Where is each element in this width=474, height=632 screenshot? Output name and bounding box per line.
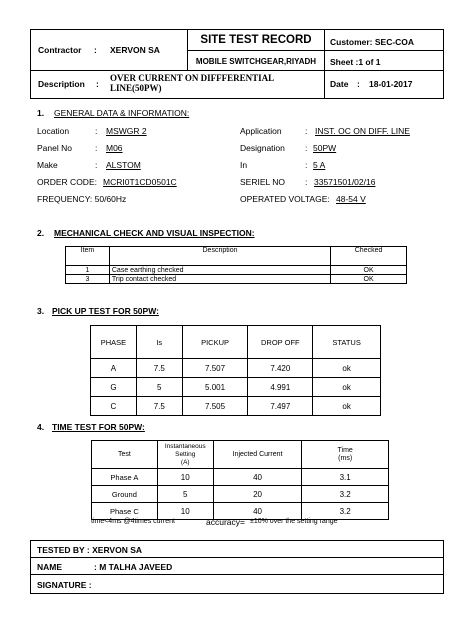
table-cell: Case earthing checked xyxy=(109,266,330,275)
designation-colon: : xyxy=(305,143,308,153)
table-cell: ok xyxy=(313,397,381,416)
description-label: Description xyxy=(38,79,85,89)
column-header: Description xyxy=(109,247,330,266)
table-row xyxy=(66,275,407,284)
table-row xyxy=(66,266,407,275)
accuracy-label: accuracy= xyxy=(206,517,245,527)
location-label: Location xyxy=(37,126,70,136)
voltage-value: 48-54 V xyxy=(336,194,366,204)
serial-value: 33571501/02/16 xyxy=(314,177,376,187)
table-row xyxy=(91,359,381,378)
signature-label: SIGNATURE : xyxy=(37,580,92,590)
table-header-row xyxy=(92,441,389,469)
table-cell: 1 xyxy=(66,266,110,275)
table-cell: 3.2 xyxy=(302,503,389,520)
table-cell: 7.5 xyxy=(136,359,182,378)
table-cell: Trip contact checked xyxy=(109,275,330,284)
table-row xyxy=(92,486,389,503)
table-cell: 3 xyxy=(66,275,110,284)
serial-label: SERIEL NO xyxy=(240,177,286,187)
table-cell: 10 xyxy=(157,469,213,486)
table-cell: 7.505 xyxy=(182,397,248,416)
table-cell: 40 xyxy=(213,469,302,486)
table-cell: 7.497 xyxy=(248,397,313,416)
table-row xyxy=(91,397,381,416)
accuracy-note: ±10% over the setting range xyxy=(250,518,338,525)
table-cell: 5.001 xyxy=(182,378,248,397)
panel-colon: : xyxy=(95,143,98,153)
make-value: ALSTOM xyxy=(106,160,141,170)
location-subtitle: MOBILE SWITCHGEAR,RIYADH xyxy=(195,57,317,66)
table-cell: 5 xyxy=(136,378,182,397)
column-header-setting: Instantaneous Setting (A) xyxy=(157,441,213,469)
column-header: Is xyxy=(136,326,182,359)
in-label: In xyxy=(240,160,248,170)
table-cell: 3.2 xyxy=(302,486,389,503)
table-cell: 20 xyxy=(213,486,302,503)
table-cell: Phase C xyxy=(92,503,158,520)
column-header: PICKUP xyxy=(182,326,248,359)
column-header: STATUS xyxy=(313,326,381,359)
location-colon: : xyxy=(95,126,98,136)
table-cell: 40 xyxy=(213,503,302,520)
table-header-row xyxy=(91,326,381,359)
table-cell: G xyxy=(91,378,137,397)
table-cell: ok xyxy=(313,359,381,378)
table-cell: C xyxy=(91,397,137,416)
table-cell: ok xyxy=(313,378,381,397)
date-colon: : xyxy=(357,79,360,89)
table-cell: Phase A xyxy=(92,469,158,486)
description-colon: : xyxy=(96,79,99,89)
section2-title: MECHANICAL CHECK AND VISUAL INSPECTION: xyxy=(54,228,255,238)
table-cell: 7.507 xyxy=(182,359,248,378)
date-label: Date xyxy=(330,79,349,89)
section1-number: 1. xyxy=(37,108,45,118)
table-cell: 7.420 xyxy=(248,359,313,378)
table-cell: 4.991 xyxy=(248,378,313,397)
table-cell: A xyxy=(91,359,137,378)
time-note: time<4ms @4times current xyxy=(91,518,175,525)
column-header: PHASE xyxy=(91,326,137,359)
serial-colon: : xyxy=(305,177,308,187)
section1-title: GENERAL DATA & INFORMATION: xyxy=(54,108,190,118)
column-header: Test xyxy=(92,441,158,469)
table-row xyxy=(91,378,381,397)
panel-label: Panel No xyxy=(37,143,72,153)
date-value: 18-01-2017 xyxy=(369,79,413,89)
section3-title: PICK UP TEST FOR 50PW: xyxy=(52,306,159,316)
make-colon: : xyxy=(95,160,98,170)
column-header: Injected Current xyxy=(213,441,302,469)
voltage-label: OPERATED VOLTAGE: xyxy=(240,194,330,204)
mechanical-check-table xyxy=(65,246,407,284)
designation-value: 50PW xyxy=(313,143,337,153)
section4-number: 4. xyxy=(37,422,45,432)
application-value: INST. OC ON DIFF. LINE xyxy=(315,126,410,136)
table-cell: Ground xyxy=(92,486,158,503)
table-cell: 3.1 xyxy=(302,469,389,486)
panel-value: M06 xyxy=(106,143,123,153)
contractor-colon: : xyxy=(94,45,97,55)
table-header-row xyxy=(66,247,407,266)
make-label: Make xyxy=(37,160,58,170)
table-cell: 5 xyxy=(157,486,213,503)
name-value: : M TALHA JAVEED xyxy=(94,562,173,572)
column-header-time: Time (ms) xyxy=(302,441,389,469)
column-header: DROP OFF xyxy=(248,326,313,359)
name-label: NAME xyxy=(37,562,63,572)
frequency-label: FREQUENCY: 50/60Hz xyxy=(37,194,127,204)
pickup-test-table xyxy=(90,325,381,416)
application-label: Application xyxy=(240,126,282,136)
column-header: Item xyxy=(66,247,110,266)
application-colon: : xyxy=(305,126,308,136)
location-value: MSWGR 2 xyxy=(106,126,147,136)
customer-label: Customer: SEC-COA xyxy=(330,37,415,47)
table-cell: OK xyxy=(331,266,407,275)
page-title: SITE TEST RECORD xyxy=(200,34,312,46)
contractor-value: XERVON SA xyxy=(110,45,160,55)
table-cell: 10 xyxy=(157,503,213,520)
designation-label: Designation xyxy=(240,143,285,153)
contractor-label: Contractor xyxy=(38,45,82,55)
section4-title: TIME TEST FOR 50PW: xyxy=(52,422,145,432)
sheet-label: Sheet :1 of 1 xyxy=(330,57,381,67)
time-test-table xyxy=(91,440,389,520)
section2-number: 2. xyxy=(37,228,45,238)
table-row xyxy=(92,469,389,486)
table-cell: 7.5 xyxy=(136,397,182,416)
in-value: 5 A xyxy=(313,160,326,170)
order-code-label: ORDER CODE: xyxy=(37,177,97,187)
table-cell: OK xyxy=(331,275,407,284)
column-header: Checked xyxy=(331,247,407,266)
description-value: OVER CURRENT ON DIFFFERENTIAL LINE(50PW) xyxy=(110,73,275,93)
in-colon: : xyxy=(305,160,308,170)
tested-by-label: TESTED BY : XERVON SA xyxy=(37,545,143,555)
order-code-value: MCRI0T1CD0501C xyxy=(103,177,177,187)
section3-number: 3. xyxy=(37,306,45,316)
